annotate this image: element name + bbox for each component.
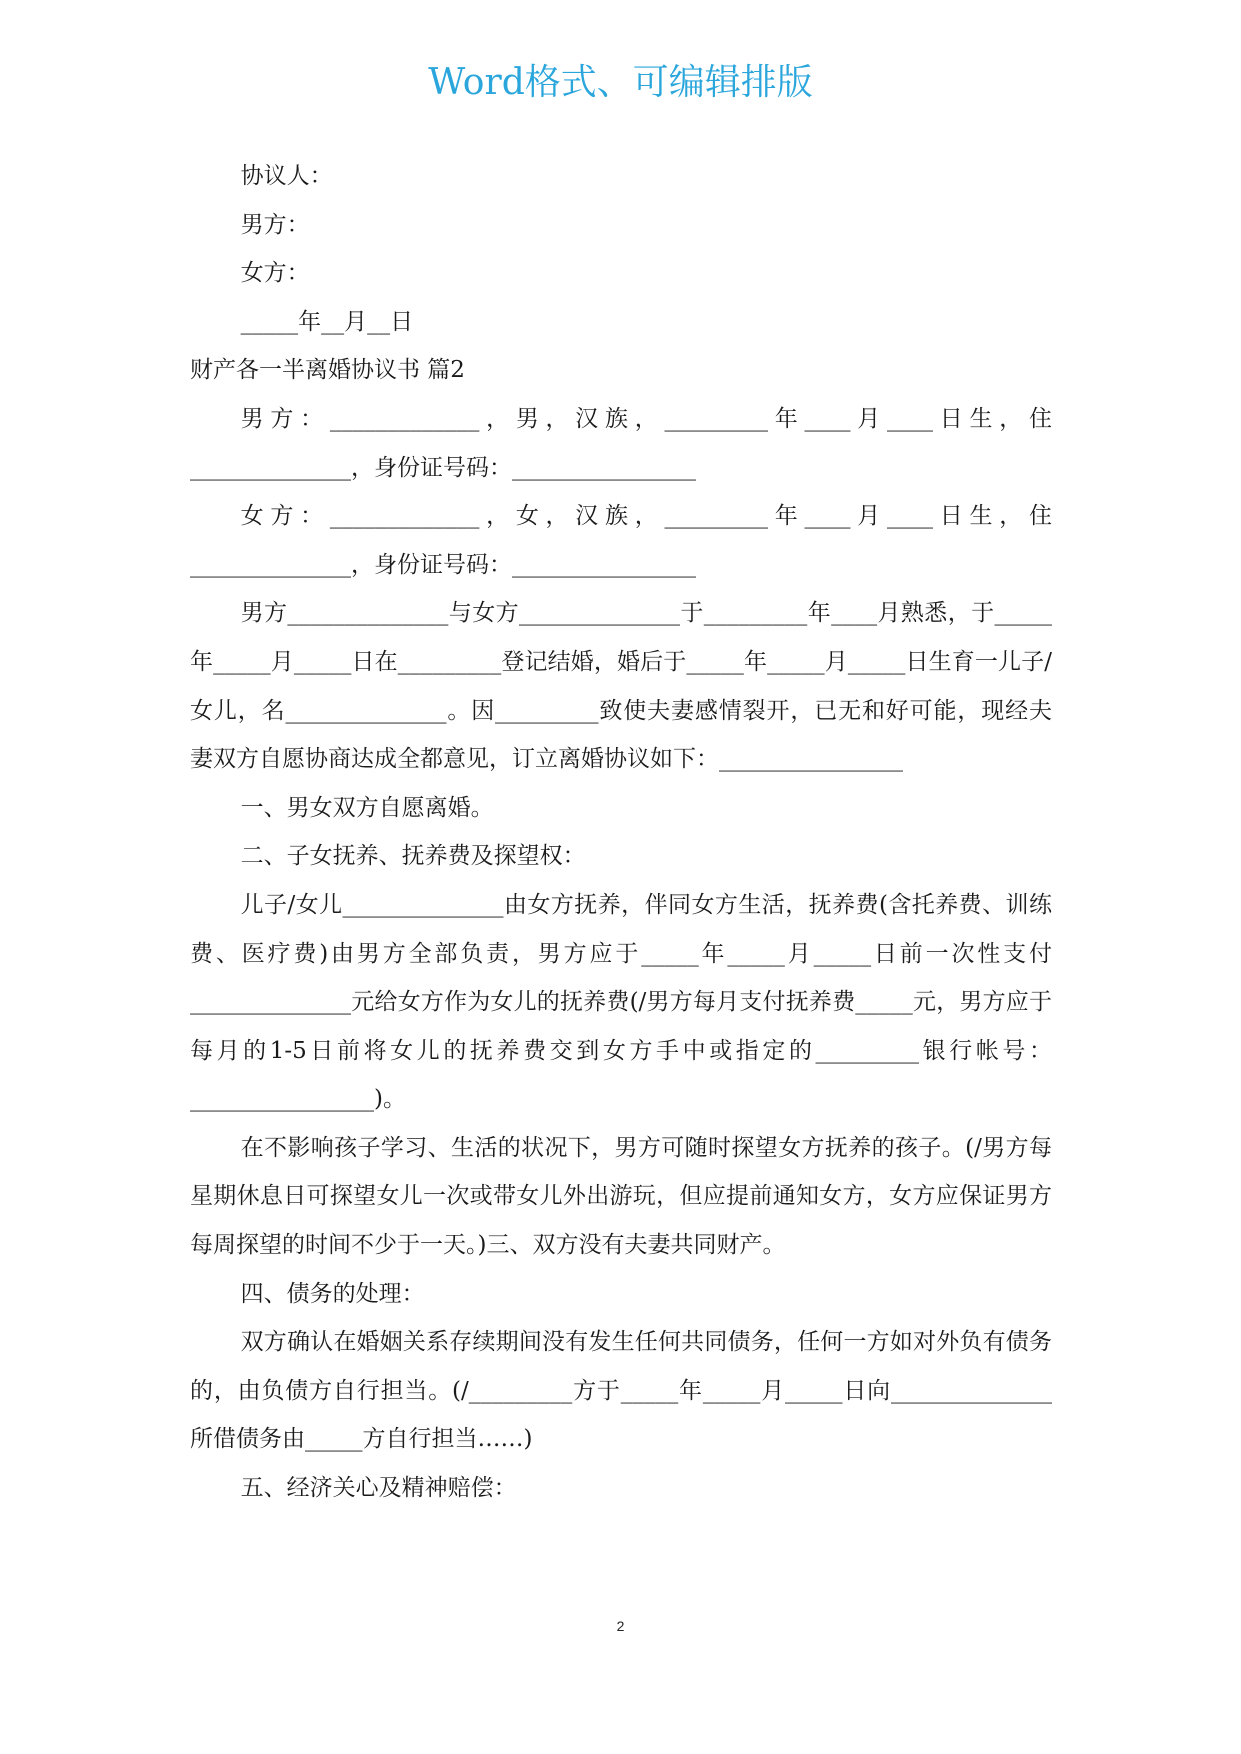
paragraph: 一、男女双方自愿离婚。 bbox=[240, 794, 494, 821]
paragraph: 女方： bbox=[240, 260, 310, 287]
paragraph: _____年__月__日 bbox=[240, 308, 414, 335]
paragraph: 双方确认在婚姻关系存续期间没有发生任何共同债务，任何一方如对外负有债务的，由负债方自行担当。(/_________方于_____年_____月_____日向______________所借债务由_____方自行担当……) bbox=[190, 1329, 1052, 1453]
paragraph: 协议人： bbox=[240, 163, 333, 189]
paragraph: 女方：_____________，女，汉族，_________年____月____日生，住______________，身份证号码：________________ bbox=[190, 503, 1052, 578]
paragraph: 五、经济关心及精神赔偿： bbox=[240, 1475, 517, 1502]
section-title: 财产各一半离婚协议书 篇2 bbox=[190, 357, 465, 384]
document-body bbox=[190, 152, 1052, 1513]
paragraph: 男方：_____________，男，汉族，_________年____月____日生，住______________，身份证号码：________________ bbox=[190, 405, 1052, 481]
document-header: Word格式、可编辑排版 bbox=[428, 62, 813, 103]
paragraph: 四、债务的处理： bbox=[240, 1280, 425, 1307]
paragraph: 男方： bbox=[240, 211, 310, 238]
page-number: 2 bbox=[616, 1618, 625, 1634]
paragraph: 男方______________与女方______________于_________年____月熟悉，于_____年_____月_____日在_________登记结婚，婚后于_____年_____月_____日生育一儿子/女儿，名______________。因_________致使夫妻感情裂开，已无和好可能，现经夫妻双方自愿协商达成全都意见，订立离婚协议如下：________________ bbox=[190, 600, 1052, 773]
paragraph: 儿子/女儿______________由女方抚养，伴同女方生活，抚养费(含托养费、训练费、医疗费)由男方全部负责，男方应于_____年_____月_____日前一次性支付______________元给女方作为女儿的抚养费(/男方每月支付抚养费_____元，男方应于每月的1-5日前将女儿的抚养费交到女方手中或指定的_________银行帐号：________________)。 bbox=[190, 891, 1052, 1113]
paragraph: 在不影响孩子学习、生活的状况下，男方可随时探望女方抚养的孩子。(/男方每星期休息日可探望女儿一次或带女儿外出游玩，但应提前通知女方，女方应保证男方每周探望的时间不少于一天。)三、双方没有夫妻共同财产。 bbox=[190, 1134, 1052, 1259]
paragraph: 二、子女抚养、抚养费及探望权： bbox=[240, 843, 586, 870]
